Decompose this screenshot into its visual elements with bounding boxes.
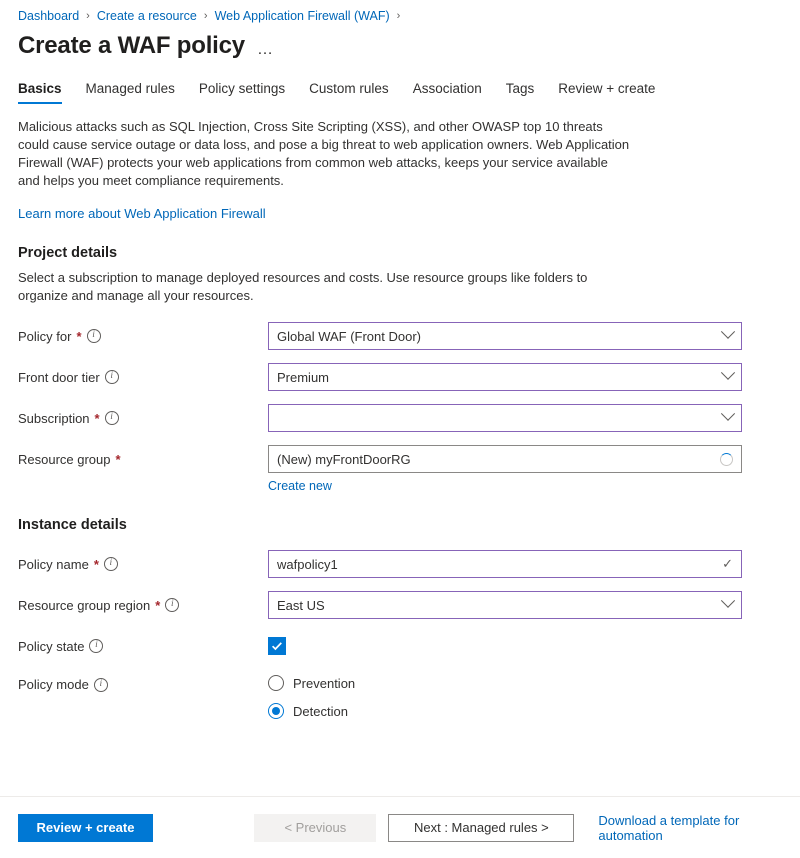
info-icon[interactable]: i <box>165 598 179 612</box>
policy-mode-radio-group <box>268 675 742 719</box>
policy-state-label <box>18 639 268 654</box>
subscription-required-marker: * <box>94 410 100 426</box>
resource-group-value: (New) myFrontDoorRG <box>277 451 411 467</box>
project-details-form <box>0 305 800 493</box>
tab-association[interactable]: Association <box>412 81 482 96</box>
loading-spinner-icon <box>720 453 733 466</box>
chevron-down-icon <box>721 594 735 608</box>
breadcrumb-item-create-a-resource[interactable]: Create a resource <box>96 9 197 23</box>
checkmark-icon <box>271 640 283 652</box>
policy-name-field <box>268 550 742 578</box>
field-row-policy-for <box>0 319 800 353</box>
front-door-tier-value: Premium <box>277 369 330 385</box>
chevron-down-icon <box>721 407 735 421</box>
policy-mode-option-prevention-label: Prevention <box>293 675 356 691</box>
radio-selected-icon <box>268 703 284 719</box>
front-door-tier-label <box>18 370 268 385</box>
tab-bar <box>0 60 800 104</box>
policy-name-label-text: Policy name <box>18 556 89 572</box>
breadcrumb-item-dashboard[interactable]: Dashboard <box>18 9 80 23</box>
front-door-tier-label-text: Front door tier <box>18 369 100 385</box>
tab-review-create[interactable]: Review + create <box>558 81 656 96</box>
review-create-button[interactable]: Review + create <box>18 814 153 842</box>
policy-name-required-marker: * <box>93 556 99 572</box>
policy-for-label <box>18 329 268 344</box>
tab-basics[interactable]: Basics <box>18 81 62 104</box>
resource-group-field <box>268 445 742 473</box>
resource-group-label-text: Resource group <box>18 451 111 467</box>
info-icon[interactable]: i <box>105 411 119 425</box>
subscription-field <box>268 404 742 432</box>
page-title: Create a WAF policy <box>18 32 245 59</box>
policy-for-label-text: Policy for <box>18 328 72 344</box>
resource-group-select[interactable] <box>268 445 742 473</box>
more-actions-icon[interactable]: … <box>256 41 274 58</box>
policy-for-select[interactable] <box>268 322 742 350</box>
policy-for-required-marker: * <box>76 328 82 344</box>
breadcrumb-item-web-application-firewall[interactable]: Web Application Firewall (WAF) <box>214 9 390 23</box>
download-template-link[interactable]: Download a template for automation <box>598 812 740 843</box>
policy-mode-option-prevention[interactable] <box>268 675 742 691</box>
title-row <box>0 26 800 60</box>
subscription-label-text: Subscription <box>18 410 90 426</box>
breadcrumb-separator-icon: › <box>396 10 401 22</box>
previous-button: < Previous <box>254 814 376 842</box>
intro-description: Malicious attacks such as SQL Injection, Cross Site Scripting (XSS), and other OWASP top 10 threats could cause service outage or data loss, and pose a big threat to web application owners. Web Application Firewall (WAF) protects your web applications from common web attacks, keeps your service available and helps you meet compliance requirements. <box>18 119 630 188</box>
info-icon[interactable]: i <box>104 557 118 571</box>
checkmark-icon: ✓ <box>722 556 733 571</box>
field-row-policy-name <box>0 547 800 581</box>
breadcrumb <box>0 0 800 26</box>
info-icon[interactable]: i <box>105 370 119 384</box>
subscription-select[interactable] <box>268 404 742 432</box>
policy-mode-label <box>18 675 268 692</box>
tab-tags[interactable]: Tags <box>505 81 535 96</box>
resource-group-region-select[interactable] <box>268 591 742 619</box>
policy-mode-field <box>268 675 742 719</box>
field-row-front-door-tier <box>0 360 800 394</box>
policy-mode-option-detection-label: Detection <box>293 703 348 719</box>
field-row-policy-state <box>0 629 800 663</box>
policy-mode-label-text: Policy mode <box>18 677 89 692</box>
project-details-subtext: Select a subscription to manage deployed resources and costs. Use resource groups like folders to organize and manage all your resources. <box>18 270 588 303</box>
field-row-resource-group <box>0 442 800 476</box>
resource-group-region-field <box>268 591 742 619</box>
policy-state-label-text: Policy state <box>18 638 85 654</box>
policy-for-field <box>268 322 742 350</box>
resource-group-region-label <box>18 598 268 613</box>
create-new-resource-group-link[interactable]: Create new <box>268 479 332 493</box>
instance-details-form <box>0 533 800 719</box>
front-door-tier-select[interactable] <box>268 363 742 391</box>
policy-mode-option-detection[interactable] <box>268 703 742 719</box>
breadcrumb-separator-icon: › <box>86 10 90 22</box>
policy-name-label <box>18 557 268 572</box>
policy-name-input[interactable] <box>268 550 742 578</box>
resource-group-region-required-marker: * <box>155 597 161 613</box>
policy-name-value: wafpolicy1 <box>277 556 338 572</box>
project-details-heading: Project details <box>18 245 118 261</box>
info-icon[interactable]: i <box>94 678 108 692</box>
field-row-policy-mode <box>0 675 800 719</box>
resource-group-region-value: East US <box>277 597 325 613</box>
tab-managed-rules[interactable]: Managed rules <box>85 81 175 96</box>
chevron-down-icon <box>721 366 735 380</box>
breadcrumb-separator-icon: › <box>203 10 208 22</box>
field-row-subscription <box>0 401 800 435</box>
policy-state-checkbox[interactable] <box>268 637 286 655</box>
next-managed-rules-button[interactable]: Next : Managed rules > <box>388 814 574 842</box>
policy-state-field <box>268 637 742 655</box>
resource-group-create-new-row <box>0 476 800 493</box>
info-icon[interactable]: i <box>87 329 101 343</box>
subscription-label <box>18 411 268 426</box>
front-door-tier-field <box>268 363 742 391</box>
resource-group-region-label-text: Resource group region <box>18 597 151 613</box>
info-icon[interactable]: i <box>89 639 103 653</box>
resource-group-label <box>18 452 268 467</box>
learn-more-link[interactable]: Learn more about Web Application Firewall <box>18 206 266 221</box>
tab-custom-rules[interactable]: Custom rules <box>309 81 389 96</box>
chevron-down-icon <box>721 325 735 339</box>
resource-group-required-marker: * <box>115 451 121 467</box>
footer-bar <box>0 796 800 858</box>
instance-details-heading: Instance details <box>18 517 127 533</box>
policy-for-value: Global WAF (Front Door) <box>277 328 421 344</box>
tab-policy-settings[interactable]: Policy settings <box>198 81 286 96</box>
radio-icon <box>268 675 284 691</box>
field-row-resource-group-region <box>0 588 800 622</box>
